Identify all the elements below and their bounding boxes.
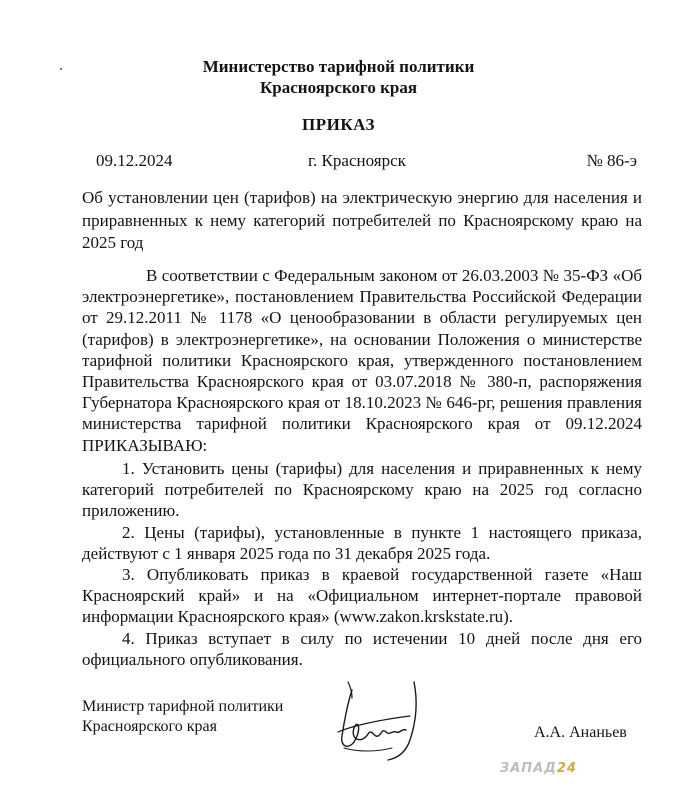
signatory-title-line2: Красноярского края [82, 718, 217, 735]
signatory-title-line1: Министр тарифной политики [82, 698, 284, 715]
ministry-heading [0, 56, 677, 98]
watermark-text: ЗАПАД [500, 761, 557, 776]
document-preamble: В соответствии с Федеральным законом от 26.03.2003 № 35-ФЗ «Об электроэнергетике», постановлением Правительства Российской Федерации от 29.12.2011 № 1178 «О ценообразовании в области регулируемых цен (тарифов) в электроэнергетике», на основании Положения о министерстве тарифной политики Красноярского края, утвержденного постановлением Правительства Красноярского края от 03.07.2018 № 380-п, распоряжения Губернатора Красноярского края от 18.10.2023 № 646-рг, решения правления министерства тарифной политики Красноярского края от 09.12.2024 ПРИКАЗЫВАЮ: [82, 266, 642, 455]
handwritten-signature [318, 672, 438, 764]
order-item: 4. Приказ вступает в силу по истечении 10 дней после дня его официального опубликования. [82, 628, 642, 669]
order-items [82, 458, 642, 670]
order-item: 3. Опубликовать приказ в краевой государственной газете «Наш Красноярский край» и на «Официальном интернет-портале правовой информации Красноярского края» (www.zakon.krskstate.ru). [82, 565, 642, 627]
signatory-name: А.А. Ананьев [534, 724, 627, 741]
document-city: г. Красноярск [308, 151, 406, 170]
ministry-name-line1: Министерство тарифной политики [202, 57, 475, 76]
order-item: 1. Установить цены (тарифы) для населения и приравненных к нему категорий потребителей по Красноярскому краю на 2025 год согласно приложению. [82, 459, 642, 521]
document-title: ПРИКАЗ [302, 115, 375, 134]
signatory-title [82, 697, 283, 737]
site-watermark [500, 761, 577, 776]
watermark-accent: 24 [556, 761, 577, 776]
document-number: № 86-э [586, 151, 637, 170]
document-subject: Об установлении цен (тарифов) на электрическую энергию для населения и приравненных к нему категорий потребителей по Красноярскому краю на 2025 год [82, 188, 642, 252]
ministry-name-line2: Красноярского края [259, 78, 418, 97]
document-date: 09.12.2024 [96, 151, 173, 170]
order-item: 2. Цены (тарифы), установленные в пункте 1 настоящего приказа, действуют с 1 января 2025 года по 31 декабря 2025 года. [82, 522, 642, 563]
